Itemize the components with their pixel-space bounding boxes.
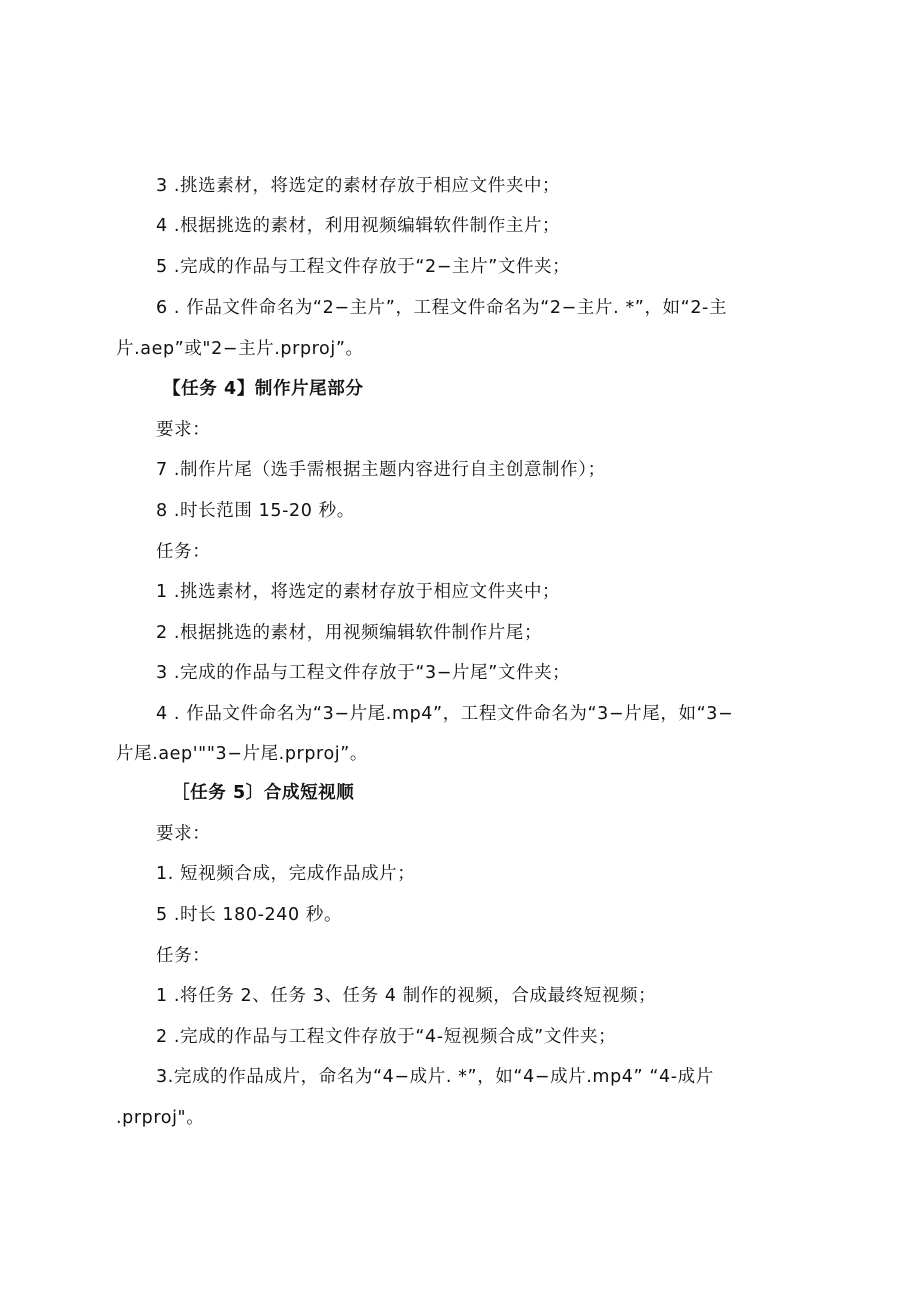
task3-step-5: 5 .完成的作品与工程文件存放于“2−主片”文件夹；: [156, 257, 571, 277]
task4-step-3: 3 .完成的作品与工程文件存放于“3−片尾”文件夹；: [156, 663, 571, 683]
task4-step-2: 2 .根据挑选的素材，用视频编辑软件制作片尾；: [156, 623, 543, 643]
task5-requirements-label: 要求：: [156, 824, 211, 844]
task5-heading: ［任务 5〕合成短视顺: [172, 783, 355, 803]
task4-requirement-7: 7 .制作片尾（选手需根据主题内容进行自主创意制作）；: [156, 460, 606, 480]
task5-tasks-label: 任务：: [156, 946, 211, 966]
task4-step-4-continued: 片尾.aep'""3−片尾.prproj”。: [116, 744, 368, 764]
task4-requirements-label: 要求：: [156, 420, 211, 440]
task5-step-3-continued: .prproj"。: [116, 1108, 205, 1128]
task4-requirement-8: 8 .时长范围 15-20 秒。: [156, 501, 355, 521]
task5-step-3: 3.完成的作品成片，命名为“4−成片. *”，如“4−成片.mp4” “4-成片: [156, 1067, 714, 1087]
task3-step-6: 6 . 作品文件命名为“2−主片”，工程文件命名为“2−主片. *”，如“2-主: [156, 298, 728, 318]
task5-step-1: 1 .将任务 2、任务 3、任务 4 制作的视频，合成最终短视频；: [156, 986, 657, 1006]
task3-step-4: 4 .根据挑选的素材，利用视频编辑软件制作主片；: [156, 216, 561, 236]
task5-requirement-5: 5 .时长 180-240 秒。: [156, 905, 343, 925]
task4-heading: 【任务 4】制作片尾部分: [163, 379, 364, 399]
task4-step-4: 4 . 作品文件命名为“3−片尾.mp4”，工程文件命名为“3−片尾，如“3−: [156, 704, 734, 724]
task5-step-2: 2 .完成的作品与工程文件存放于“4-短视频合成”文件夹；: [156, 1027, 617, 1047]
task4-tasks-label: 任务：: [156, 542, 211, 562]
task5-requirement-1: 1. 短视频合成，完成作品成片；: [156, 864, 416, 884]
task3-step-3: 3 .挑选素材，将选定的素材存放于相应文件夹中；: [156, 176, 561, 196]
task3-step-6-continued: 片.aep”或"2−主片.prproj”。: [116, 339, 364, 359]
task4-step-1: 1 .挑选素材，将选定的素材存放于相应文件夹中；: [156, 582, 561, 602]
